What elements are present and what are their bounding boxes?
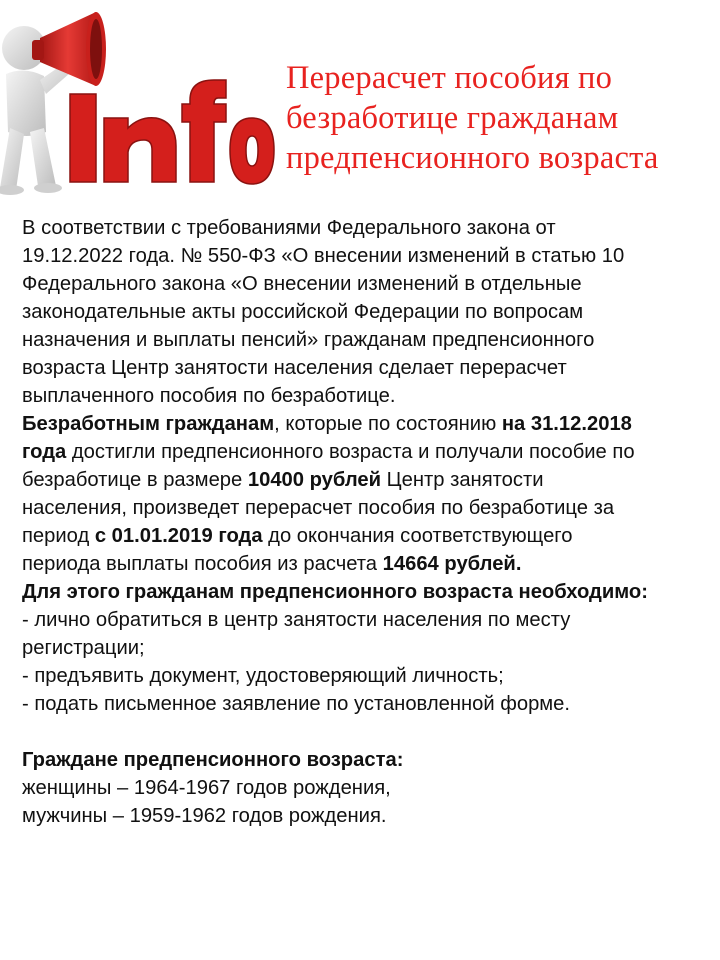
intro-line: Федерального закона «О внесении изменений в отдельные <box>22 273 582 295</box>
eligibility-men: мужчины – 1959-1962 годов рождения. <box>22 805 387 827</box>
recalc-text: период <box>22 525 95 547</box>
eligibility-heading <box>22 746 712 774</box>
header <box>0 0 720 210</box>
recalc-text: до окончания соответствующего <box>262 525 573 547</box>
recalc-bold: с 01.01.2019 года <box>94 525 263 547</box>
requirements-heading-text: Для этого гражданам предпенсионного возраста необходимо: <box>22 581 648 603</box>
announcement-body <box>22 214 712 830</box>
recalc-line <box>22 438 712 466</box>
recalc-text: периода выплаты пособия из расчета <box>22 553 383 575</box>
eligibility-women: женщины – 1964-1967 годов рождения, <box>22 777 391 799</box>
intro-line: законодательные акты российской Федерации по вопросам <box>22 301 584 323</box>
requirements-heading <box>22 578 712 606</box>
intro-line: 19.12.2022 года. № 550-ФЗ «О внесении изменений в статью 10 <box>22 245 625 267</box>
requirement-item: - предъявить документ, удостоверяющий личность; <box>22 665 504 687</box>
recalc-line <box>22 550 712 578</box>
intro-line: В соответствии с требованиями Федерального закона от <box>22 217 556 239</box>
title-line: безработице гражданам <box>286 100 619 136</box>
recalc-bold: 14664 рублей. <box>382 553 522 575</box>
recalc-text: , которые по состоянию <box>274 413 502 435</box>
title-line: Перерасчет пособия по <box>286 60 613 96</box>
recalc-bold: Безработным гражданам <box>22 413 275 435</box>
intro-line: назначения и выплаты пенсий» гражданам предпенсионного <box>22 329 595 351</box>
requirement-item: - лично обратиться в центр занятости населения по месту <box>22 609 571 631</box>
recalc-bold: года <box>22 441 67 463</box>
recalc-line <box>22 466 712 494</box>
intro-line: возраста Центр занятости населения сделает перерасчет <box>22 357 567 379</box>
spacer <box>22 718 712 746</box>
intro-line: выплаченного пособия по безработице. <box>22 385 396 407</box>
recalc-text: населения, произведет перерасчет пособия по безработице за <box>22 497 615 519</box>
recalc-text: достигли предпенсионного возраста и получали пособие по <box>66 441 635 463</box>
eligibility-heading-text: Граждане предпенсионного возраста: <box>22 749 404 771</box>
requirement-item: - подать письменное заявление по установленной форме. <box>22 693 571 715</box>
recalc-bold: 10400 рублей <box>247 469 382 491</box>
recalc-line <box>22 410 712 438</box>
info-megaphone-illustration <box>0 0 278 210</box>
page-title <box>286 58 716 178</box>
requirement-item: регистрации; <box>22 637 145 659</box>
recalc-line <box>22 494 712 522</box>
recalc-text: Центр занятости <box>381 469 544 491</box>
title-line: предпенсионного возраста <box>286 140 659 176</box>
recalc-bold: на 31.12.2018 <box>501 413 632 435</box>
recalc-text: безработице в размере <box>22 469 248 491</box>
recalc-line <box>22 522 712 550</box>
